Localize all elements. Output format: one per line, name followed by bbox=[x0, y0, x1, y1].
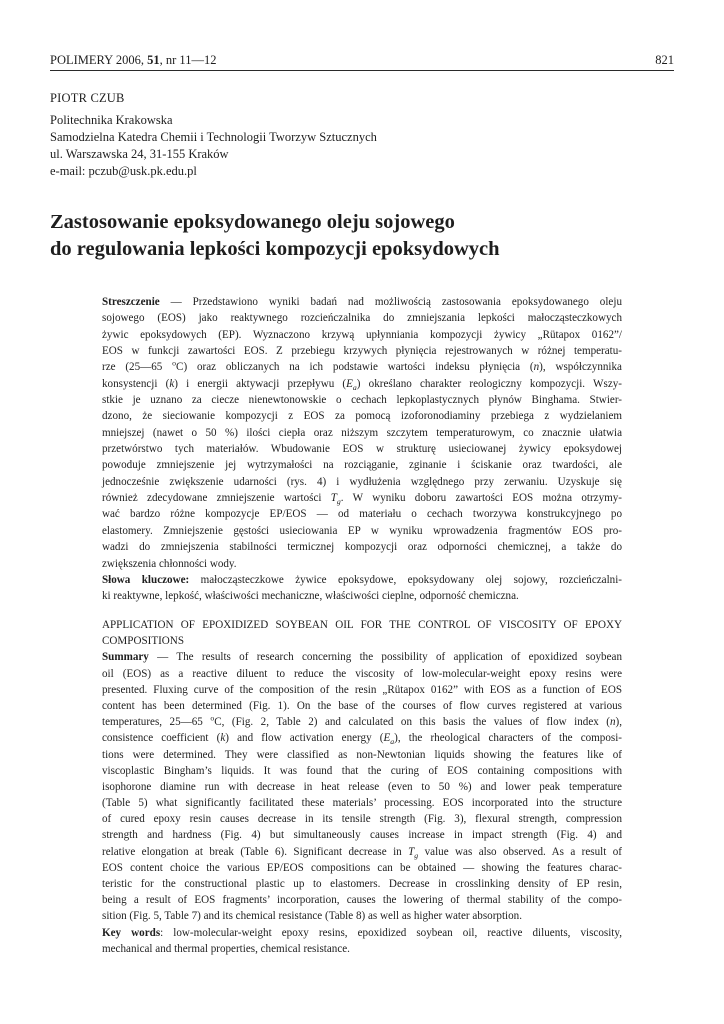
summary-line: (Table 5) what significantly facilitated these materials’ processing. EOS incorporated into the structure bbox=[102, 797, 622, 810]
summary-line: of cured epoxy resin causes decrease in its tensile strength (Fig. 3), flexural strength, compression bbox=[102, 813, 622, 826]
abstract-line: przetwórstwo tych materiałów. Wbudowanie EOS w strukturę usieciowanej żywicy epoksydowej bbox=[102, 443, 622, 456]
abstract-line: również zdecydowane zmniejszenie wartości $T_g$. W wyniku doboru zawartości EOS można otrzymy- bbox=[102, 492, 622, 507]
keywords-line: Słowa kluczowe: małocząsteczkowe żywice epoksydowe, epoksydowany olej sojowy, rozcieńczalni- bbox=[102, 573, 622, 586]
journal-citation: POLIMERY 2006, 51, nr 11—12 bbox=[50, 53, 217, 67]
abstract-line: EOS w funkcji zawartości EOS. Z przebiegu krzywych płynięcia rejestrowanych w różnej temperatu- bbox=[102, 345, 622, 358]
summary-line: EOS content choice the various EP/EOS compositions can be obtained — showing the features charac- bbox=[102, 861, 622, 874]
summary-line: oil (EOS) as a reactive diluent to reduce the viscosity of low-molecular-weight epoxy resins were bbox=[102, 667, 622, 680]
abstract-line: wadzi do zmniejszenia stabilności termicznej kompozycji oraz odporności chemicznej, a także do bbox=[102, 541, 622, 554]
summary-line: Summary — The results of research concerning the possibility of application of epoxidized soybean bbox=[102, 651, 622, 664]
summary-line: strength and hardness (Fig. 4) but simultaneously causes increase in impact strength (Fig. 4) and bbox=[102, 829, 622, 842]
abstract-line: wać bardzo różne kompozycje EP/EOS — od materiału o cechach tworzywa konstrukcyjnego po bbox=[102, 508, 622, 521]
summary-line: sition (Fig. 5, Table 7) and its chemical resistance (Table 8) as well as higher water absorption. bbox=[102, 910, 522, 923]
keywords-line: Key words: low-molecular-weight epoxy resins, epoxidized soybean oil, reactive diluents, viscosity, bbox=[102, 926, 622, 939]
abstract-line: powoduje zmniejszenie jej wytrzymałości na rozciąganie, zginanie i ściskanie oraz twardości, ale bbox=[102, 459, 622, 472]
polish-abstract bbox=[102, 294, 622, 605]
title-line: do regulowania lepkości kompozycji epoksydowych bbox=[50, 238, 500, 260]
english-title-line: COMPOSITIONS bbox=[102, 635, 184, 648]
article-title bbox=[50, 209, 674, 263]
author-email: e-mail: pczub@usk.pk.edu.pl bbox=[50, 164, 197, 178]
abstract-line: zwiększenia chłonności wody. bbox=[102, 557, 237, 570]
running-header bbox=[50, 50, 674, 71]
summary-line: being a result of EOS fragments’ incorporation, causes the lowering of thermal stability of the compo- bbox=[102, 894, 622, 907]
author-name: PIOTR CZUB bbox=[50, 91, 125, 105]
abstract-line: konsystencji (k) i energii aktywacji przepływu $(E_a)$ określano charakter reologiczny kompozycji. Wszy- bbox=[102, 377, 622, 392]
affiliation-line: ul. Warszawska 24, 31-155 Kraków bbox=[50, 147, 229, 161]
english-abstract bbox=[102, 617, 622, 957]
abstract-line: elastomery. Zmniejszenie gęstości usieciowania EP w wyniku wprowadzenia fragmentów EOS pro- bbox=[102, 524, 622, 537]
summary-line: temperatures, 25—65 $^o$C, (Fig. 2, Table 2) and calculated on this basis the values of flow index (n), bbox=[102, 713, 622, 729]
abstract-line: Streszczenie — Przedstawiono wyniki badań nad możliwością zastosowania epoksydowanego oleju bbox=[102, 296, 622, 308]
summary-line: teristic for the constructional plastic up to elastomers. Decrease in crosslinking density of EP resin, bbox=[102, 878, 622, 890]
abstract-line: stkie je uznano za ciecze nienewtonowskie o cechach lepkoplastycznych płynów Binghama. Stwier- bbox=[102, 394, 622, 407]
summary-line: relative elongation at break (Table 6). Significant decrease in $T_g$ value was also observed. As a result of bbox=[102, 845, 622, 860]
abstract-line: żywic epoksydowych (EP). Wyznaczono krzywą upłynniania kompozycji żywicy „Rütapox 0162”/ bbox=[102, 328, 622, 341]
keywords-line: mechanical and thermal properties, chemical resistance. bbox=[102, 942, 350, 955]
english-title-line: APPLICATION OF EPOXIDIZED SOYBEAN OIL FOR THE CONTROL OF VISCOSITY OF EPOXY bbox=[102, 619, 622, 631]
summary-line: content has been determined (Fig. 1). On the base of the courses of flow curves registered at various bbox=[102, 699, 622, 712]
summary-label: Summary bbox=[102, 651, 149, 664]
page-number: 821 bbox=[655, 53, 674, 67]
summary-line: presented. Fluxing curve of the composition of the resin „Rütapox 0162” with EOS as a function of EOS bbox=[102, 683, 622, 696]
affiliation-line: Samodzielna Katedra Chemii i Technologii Tworzyw Sztucznych bbox=[50, 130, 377, 144]
abstract-label: Streszczenie bbox=[102, 296, 160, 308]
author-block bbox=[50, 90, 500, 180]
abstract-line: dzono, że sieciowanie kompozycji z EOS za pomocą izoforonodiaminy przebiega z wydzielaniem bbox=[102, 410, 622, 423]
keywords-line: ki reaktywne, lepkość, właściwości mechaniczne, właściwości cieplne, odporność chemiczna. bbox=[102, 590, 519, 603]
keywords-label: Key words bbox=[102, 926, 161, 939]
affiliation-line: Politechnika Krakowska bbox=[50, 113, 173, 127]
abstract-line: mniejszej (nawet o 50 %) ilości ciepła oraz niższym szczytem temperaturowym, co znacznie ułatwia bbox=[102, 426, 622, 439]
summary-line: tions were determined. They were classified as non-Newtonian liquids showing the features like of bbox=[102, 748, 622, 761]
title-line: Zastosowanie epoksydowanego oleju sojowego bbox=[50, 211, 455, 233]
summary-line: consistence coefficient (k) and flow activation energy $(E_a)$, the rheological characters of the composi- bbox=[102, 732, 622, 747]
abstract-line: rze (25—65 $^o$C) oraz obliczanych na ich podstawie wartości indeksu płynięcia (n), współczynnika bbox=[102, 358, 622, 374]
summary-line: isophorone diamine run with decrease in heat release (even to 50 %) and lower peak temperature bbox=[102, 780, 622, 793]
abstract-line: sojowego (EOS) jako reaktywnego rozcieńczalnika do zmniejszania lepkości małocząsteczkowych bbox=[102, 312, 622, 325]
summary-line: viscoplastic Bingham’s liquids. It was found that the curing of EOS containing compositions with bbox=[102, 764, 622, 777]
keywords-label: Słowa kluczowe: bbox=[102, 573, 190, 586]
abstract-line: jednocześnie zwiększenie udarności (rys. 4) i wydłużenia względnego przy zerwaniu. Uzyskuje się bbox=[102, 475, 622, 488]
